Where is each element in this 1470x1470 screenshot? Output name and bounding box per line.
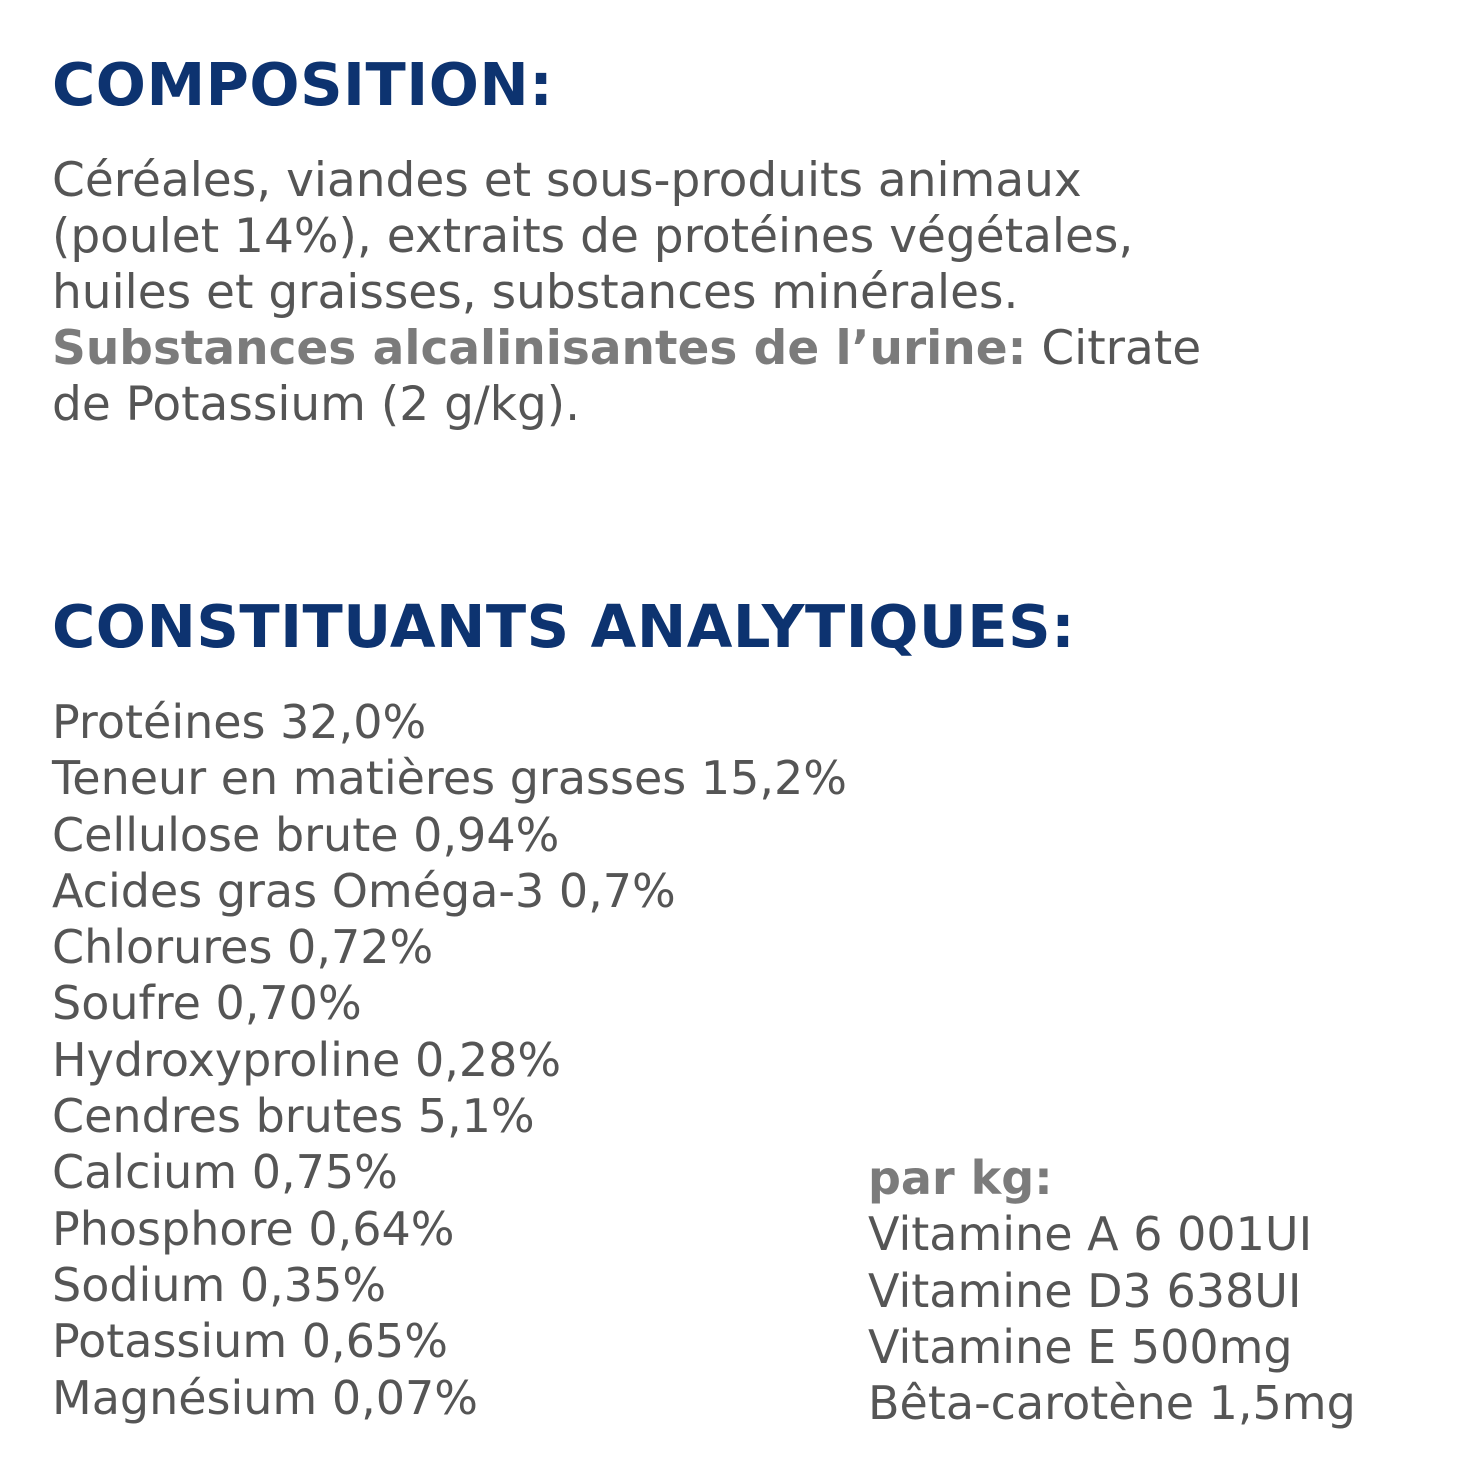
vitamin-item: Bêta-carotène 1,5mg [868, 1376, 1356, 1431]
analytic-item: Teneur en matières grasses 15,2% [52, 751, 847, 806]
vitamin-item: Vitamine E 500mg [868, 1319, 1293, 1374]
composition-line: huiles et graisses, substances minérales. [52, 265, 1019, 320]
analytic-item: Potassium 0,65% [52, 1314, 448, 1369]
vitamin-item: Vitamine D3 638UI [868, 1263, 1302, 1318]
alkaline-value: Citrate [1026, 321, 1202, 376]
per-kg-block [868, 1150, 1356, 1431]
composition-line: (poulet 14%), extraits de protéines végétales, [52, 209, 1134, 264]
analytic-item: Cellulose brute 0,94% [52, 807, 560, 862]
composition-heading: COMPOSITION: [52, 50, 554, 119]
analytic-item: Cendres brutes 5,1% [52, 1089, 535, 1144]
vitamin-item: Vitamine A 6 001UI [868, 1207, 1313, 1262]
analytic-item: Acides gras Oméga-3 0,7% [52, 863, 676, 918]
analytic-item: Sodium 0,35% [52, 1257, 387, 1312]
alkaline-line [52, 321, 1432, 377]
analytic-item: Chlorures 0,72% [52, 920, 434, 975]
analytics-heading: CONSTITUANTS ANALYTIQUES: [52, 592, 1076, 661]
per-kg-label: par kg: [868, 1151, 1053, 1205]
analytics-list [52, 694, 847, 1426]
alkaline-label: Substances alcalinisantes de l’urine: [52, 321, 1027, 376]
composition-line: Céréales, viandes et sous-produits animaux [52, 153, 1082, 208]
analytic-item: Hydroxyproline 0,28% [52, 1032, 562, 1087]
analytic-item: Calcium 0,75% [52, 1145, 398, 1200]
analytic-item: Soufre 0,70% [52, 976, 362, 1031]
composition-text [52, 153, 1432, 433]
per-kg-list [868, 1206, 1356, 1431]
alkaline-value-continued: de Potassium (2 g/kg). [52, 377, 581, 432]
analytic-item: Magnésium 0,07% [52, 1370, 478, 1425]
analytic-item: Protéines 32,0% [52, 695, 427, 749]
analytic-item: Phosphore 0,64% [52, 1201, 455, 1256]
